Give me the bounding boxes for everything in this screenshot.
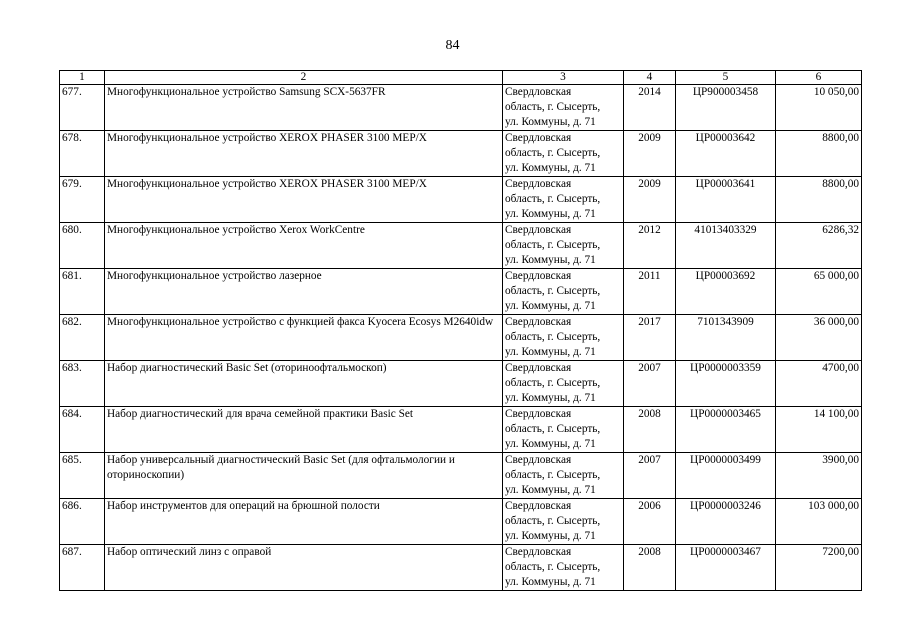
item-name: Набор диагностический для врача семейной практики Basic Set [105, 407, 503, 453]
row-number: 685. [60, 453, 105, 499]
inventory-code: ЦР00003692 [676, 269, 776, 315]
table-row [60, 315, 862, 361]
item-year: 2008 [624, 545, 676, 591]
table-row [60, 453, 862, 499]
address-line: область, г. Сысерть, [505, 561, 601, 573]
address-line: Свердловская [505, 408, 572, 420]
address-line: ул. Коммуны, д. 71 [505, 116, 596, 128]
address-line: область, г. Сысерть, [505, 193, 601, 205]
address-line: Свердловская [505, 316, 572, 328]
item-name: Многофункциональное устройство лазерное [105, 269, 503, 315]
inventory-code: ЦР00003641 [676, 177, 776, 223]
item-price: 6286,32 [776, 223, 862, 269]
address-line: Свердловская [505, 178, 572, 190]
item-address [503, 453, 624, 499]
header-row [60, 71, 862, 85]
table-row [60, 131, 862, 177]
item-name: Многофункциональное устройство XEROX PHASER 3100 MEP/X [105, 177, 503, 223]
inventory-code: ЦР0000003359 [676, 361, 776, 407]
item-year: 2012 [624, 223, 676, 269]
inventory-code: ЦР0000003467 [676, 545, 776, 591]
column-header: 6 [776, 71, 862, 85]
table-row [60, 85, 862, 131]
item-address [503, 269, 624, 315]
address-line: Свердловская [505, 132, 572, 144]
column-header: 5 [676, 71, 776, 85]
inventory-code: ЦР0000003246 [676, 499, 776, 545]
table-header [60, 71, 862, 85]
table-row [60, 361, 862, 407]
item-year: 2008 [624, 407, 676, 453]
address-line: область, г. Сысерть, [505, 147, 601, 159]
row-number: 677. [60, 85, 105, 131]
item-year: 2009 [624, 131, 676, 177]
address-line: ул. Коммуны, д. 71 [505, 208, 596, 220]
address-line: область, г. Сысерть, [505, 423, 601, 435]
row-number: 679. [60, 177, 105, 223]
address-line: область, г. Сысерть, [505, 515, 601, 527]
item-address [503, 131, 624, 177]
item-year: 2014 [624, 85, 676, 131]
address-line: ул. Коммуны, д. 71 [505, 300, 596, 312]
item-price: 10 050,00 [776, 85, 862, 131]
item-name: Набор оптический линз с оправой [105, 545, 503, 591]
row-number: 680. [60, 223, 105, 269]
item-address [503, 361, 624, 407]
page-number: 84 [445, 38, 460, 53]
address-line: область, г. Сысерть, [505, 285, 601, 297]
inventory-code: ЦР0000003465 [676, 407, 776, 453]
row-number: 683. [60, 361, 105, 407]
table-row [60, 545, 862, 591]
item-price: 7200,00 [776, 545, 862, 591]
column-header: 2 [105, 71, 503, 85]
inventory-code: 41013403329 [676, 223, 776, 269]
item-year: 2009 [624, 177, 676, 223]
address-line: Свердловская [505, 500, 572, 512]
item-price: 103 000,00 [776, 499, 862, 545]
row-number: 681. [60, 269, 105, 315]
address-line: Свердловская [505, 454, 572, 466]
address-line: Свердловская [505, 224, 572, 236]
address-line: ул. Коммуны, д. 71 [505, 438, 596, 450]
address-line: ул. Коммуны, д. 71 [505, 530, 596, 542]
item-name: Многофункциональное устройство Xerox WorkCentre [105, 223, 503, 269]
table-row [60, 499, 862, 545]
inventory-code: ЦР00003642 [676, 131, 776, 177]
item-price: 3900,00 [776, 453, 862, 499]
address-line: ул. Коммуны, д. 71 [505, 484, 596, 496]
inventory-table [59, 70, 862, 591]
item-price: 8800,00 [776, 131, 862, 177]
address-line: Свердловская [505, 362, 572, 374]
address-line: область, г. Сысерть, [505, 331, 601, 343]
address-line: Свердловская [505, 546, 572, 558]
item-year: 2007 [624, 361, 676, 407]
address-line: область, г. Сысерть, [505, 469, 601, 481]
item-address [503, 499, 624, 545]
row-number: 686. [60, 499, 105, 545]
item-name: Набор инструментов для операций на брюшной полости [105, 499, 503, 545]
item-year: 2007 [624, 453, 676, 499]
address-line: ул. Коммуны, д. 71 [505, 162, 596, 174]
address-line: область, г. Сысерть, [505, 377, 601, 389]
table-body [60, 85, 862, 591]
table-row [60, 269, 862, 315]
item-year: 2017 [624, 315, 676, 361]
item-price: 4700,00 [776, 361, 862, 407]
address-line: ул. Коммуны, д. 71 [505, 254, 596, 266]
address-line: область, г. Сысерть, [505, 101, 601, 113]
item-price: 8800,00 [776, 177, 862, 223]
table-row [60, 223, 862, 269]
row-number: 687. [60, 545, 105, 591]
item-price: 65 000,00 [776, 269, 862, 315]
item-name: Набор диагностический Basic Set (оториноофтальмоскоп) [105, 361, 503, 407]
item-address [503, 315, 624, 361]
table-row [60, 407, 862, 453]
item-name: Многофункциональное устройство с функцией факса Kyocera Ecosys M2640idw [105, 315, 503, 361]
item-name: Набор универсальный диагностический Basic Set (для офтальмологии и оториноскопии) [105, 453, 503, 499]
address-line: ул. Коммуны, д. 71 [505, 346, 596, 358]
address-line: ул. Коммуны, д. 71 [505, 576, 596, 588]
item-year: 2011 [624, 269, 676, 315]
address-line: Свердловская [505, 86, 572, 98]
row-number: 678. [60, 131, 105, 177]
inventory-code: ЦР900003458 [676, 85, 776, 131]
item-name: Многофункциональное устройство XEROX PHASER 3100 MEP/X [105, 131, 503, 177]
item-address [503, 85, 624, 131]
item-address [503, 223, 624, 269]
item-address [503, 545, 624, 591]
row-number: 684. [60, 407, 105, 453]
item-name: Многофункциональное устройство Samsung SCX-5637FR [105, 85, 503, 131]
item-price: 14 100,00 [776, 407, 862, 453]
column-header: 4 [624, 71, 676, 85]
inventory-code: 7101343909 [676, 315, 776, 361]
address-line: Свердловская [505, 270, 572, 282]
row-number: 682. [60, 315, 105, 361]
address-line: ул. Коммуны, д. 71 [505, 392, 596, 404]
item-address [503, 177, 624, 223]
inventory-code: ЦР0000003499 [676, 453, 776, 499]
column-header: 3 [503, 71, 624, 85]
item-price: 36 000,00 [776, 315, 862, 361]
table-row [60, 177, 862, 223]
address-line: область, г. Сысерть, [505, 239, 601, 251]
item-address [503, 407, 624, 453]
item-year: 2006 [624, 499, 676, 545]
column-header: 1 [60, 71, 105, 85]
